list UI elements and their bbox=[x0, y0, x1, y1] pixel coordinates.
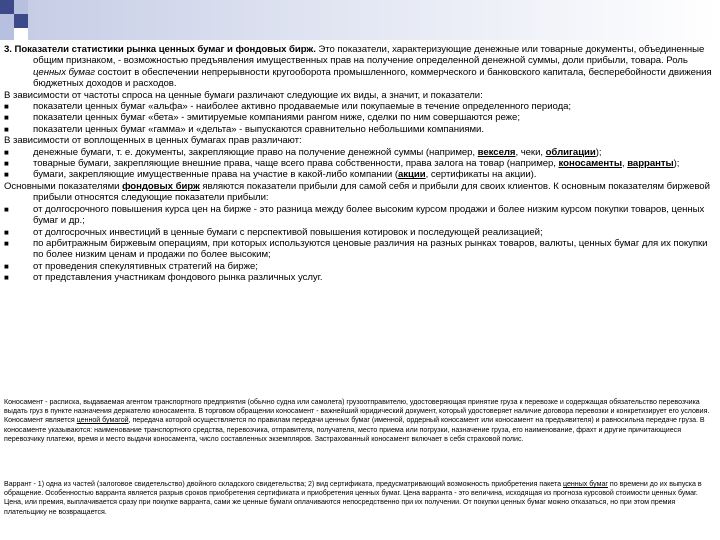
list-item: ■показатели ценных бумаг «альфа» - наиболее активно продаваемые или покупаемые в течение определенного периода; bbox=[4, 101, 714, 112]
list-item: ■денежные бумаги, т. е. документы, закрепляющие право на получение денежной суммы (например, векселя, чеки, облигации); bbox=[4, 147, 714, 158]
list-item: ■товарные бумаги, закрепляющие внешние права, чаще всего права собственности, права залога на товар (например, коносаменты, варранты); bbox=[4, 158, 714, 169]
list-item: ■от долгосрочного повышения курса цен на бирже - это разница между более высоким курсом продажи и более низким курсом покупки товаров, ценных бумаг и др.; bbox=[4, 204, 714, 227]
deco-square bbox=[14, 14, 28, 28]
deco-square bbox=[0, 0, 14, 14]
list-item: ■по арбитражным биржевым операциям, при которых используются ценовые различия на разных рынках товаров, валюты, ценных бумаг для их покупки по более низким ценам и продажи по более высоким; bbox=[4, 238, 714, 261]
frequency-intro: В зависимости от частоты спроса на ценные бумаги различают следующие их виды, а значит, и показатели: bbox=[4, 89, 483, 101]
link-obligatsii[interactable]: облигации bbox=[545, 146, 596, 158]
bullet-square-icon bbox=[4, 147, 33, 158]
list-item: ■от проведения спекулятивных стратегий на бирже; bbox=[4, 261, 714, 272]
link-tsennaya-bumaga[interactable]: ценной бумагой bbox=[76, 416, 129, 425]
rights-intro: В зависимости от воплощенных в ценных бумагах прав различают: bbox=[4, 135, 302, 147]
link-varranty[interactable]: варранты bbox=[627, 158, 674, 170]
list-item: ■показатели ценных бумаг «бета» - эмитируемые компаниями рангом ниже, сделки по ним совершаются реже; bbox=[4, 112, 714, 123]
list-item: ■от представления участникам фондового рынка различных услуг. bbox=[4, 272, 714, 283]
link-tsennye-bumagi[interactable]: ценных бумаг bbox=[563, 480, 608, 488]
list-item: ■бумаги, закрепляющие имущественные права на участие в какой-либо компании (акции, сертификаты на акции). bbox=[4, 169, 714, 180]
footnote-konosament: Коносамент - расписка, выдаваемая агентом транспортного предприятия (обычно судна или самолета) грузоотправителю, удостоверяющая принятие груза к перевозке и содержащая обязательство перевозчика выдать груз в пункте назначения держателю коносамента. В торговом обращении коносамент - важнейший юридический документ, который удостоверяет наличие договора перевозки и конкретизирует его условия. Коносамент является ценной бумагой, передача которой осуществляется по правилам передачи ценных бумаг (именной, ордерный коносамент или коносамент на предъявителя) и равносильна передаче груза. В коносаменте указываются: наименование транспортного средства, перевозчика, отправителя, получателя, место приема или погрузки, назначение груза, его наименование, фрахт и другие причитающиеся перевозчику платежи, время и место выдачи коносамента, число составленных экземпляров. Застрахованный коносамент включает в себя страховой полис. bbox=[4, 398, 710, 443]
bullet-square-icon bbox=[4, 227, 33, 238]
deco-square bbox=[0, 28, 14, 40]
bullet-square-icon bbox=[4, 261, 33, 272]
profit-intro: Основными показателями фондовых бирж являются показатели прибыли для самой себя и прибыли для своих клиентов. К основным показателям биржевой прибыли относятся следующие показатели прибыли: bbox=[4, 180, 710, 204]
deco-square bbox=[14, 0, 28, 14]
bullet-square-icon bbox=[4, 112, 33, 123]
emphasis-term: ценных бумаг bbox=[33, 66, 95, 78]
bullet-square-icon bbox=[4, 101, 33, 112]
list-item: ■показатели ценных бумаг «гамма» и «дельта» - выпускаются сравнительно небольшими компаниями. bbox=[4, 124, 714, 135]
bullet-square-icon bbox=[4, 238, 33, 249]
bullet-square-icon bbox=[4, 169, 33, 180]
footnote-varrant: Варрант - 1) одна из частей (залоговое свидетельство) двойного складского свидетельства; 2) вид сертификата, предусматривающий возможность приобретения пакета ценных бумаг по времени до их выпуска в обращение. Особенностью варранта является разрыв сроков приобретения сертификата и приобретения ценных бумаг. Цена варранта - это величина, исходящая из прогноза курсовой стоимости ценных бумаг. Цена, или премия, выплачивается сразу при покупке варранта, сами же ценные бумаги оплачиваются непосредственно при их получении. От покупки ценных бумаг можно отказаться, но при этом премия плательщику не возвращается. bbox=[4, 480, 702, 516]
deco-gradient-band bbox=[28, 0, 720, 40]
bullet-square-icon bbox=[4, 124, 33, 135]
section-title: 3. Показатели статистики рынка ценных бумаг и фондовых бирж. bbox=[4, 44, 316, 55]
slide-decoration bbox=[0, 0, 720, 42]
link-fondovye-birzhi[interactable]: фондовых бирж bbox=[122, 180, 200, 192]
bullet-square-icon bbox=[4, 158, 33, 169]
intro-paragraph: 3. Показатели статистики рынка ценных бумаг и фондовых бирж. Это показатели, характеризующие денежные или товарные документы, объединенные общим признаком, - возможностью предъявления имущественных прав на получение определенной денежной суммы, доли прибыли, товара. Роль ценных бумаг состоит в обеспечении непрерывности кругооборота промышленного, коммерческого и банковского капитала, бесперебойности движения бюджетных доходов и расходов. bbox=[4, 44, 712, 90]
bullet-square-icon bbox=[4, 272, 33, 283]
link-konosamenty[interactable]: коносаменты bbox=[558, 158, 622, 170]
list-item: ■от долгосрочных инвестиций в ценные бумаги с перспективой повышения котировок и последующей реализацией; bbox=[4, 227, 714, 238]
deco-square bbox=[0, 14, 14, 28]
main-text bbox=[4, 44, 714, 284]
bullet-square-icon bbox=[4, 204, 33, 215]
link-aktsii[interactable]: акции bbox=[398, 169, 426, 181]
link-veksel[interactable]: векселя bbox=[477, 146, 516, 158]
